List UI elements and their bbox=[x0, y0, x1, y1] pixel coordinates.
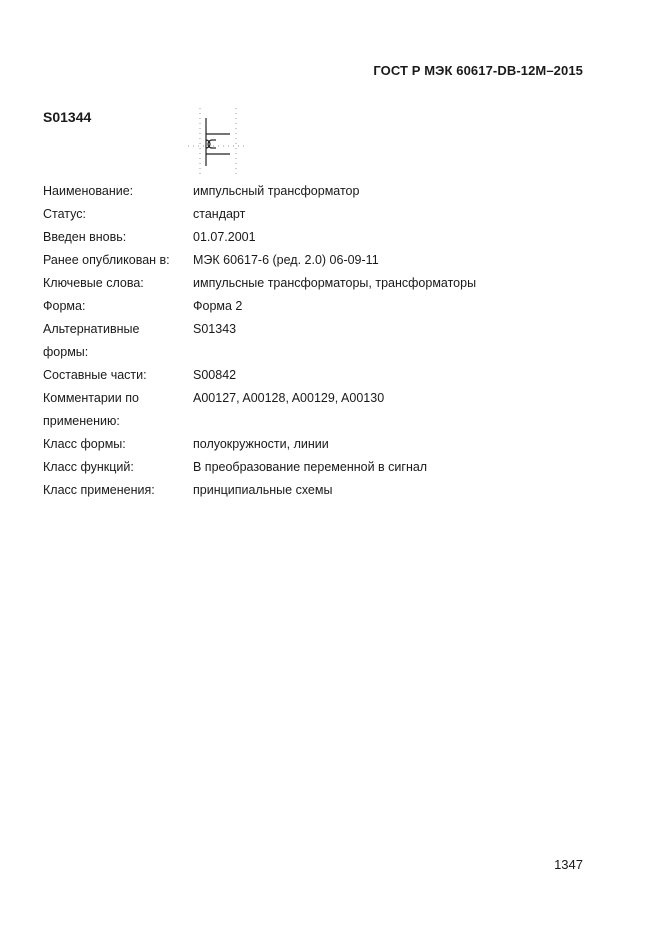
property-value: S00842 bbox=[193, 368, 237, 382]
property-label: Форма: bbox=[43, 299, 86, 313]
property-label: Класс функций: bbox=[43, 460, 134, 474]
property-value: 01.07.2001 bbox=[193, 230, 256, 244]
property-label: Ключевые слова: bbox=[43, 276, 144, 290]
property-row bbox=[43, 364, 603, 387]
property-label: Введен вновь: bbox=[43, 230, 127, 244]
property-row bbox=[43, 341, 603, 364]
property-row bbox=[43, 387, 603, 410]
property-label: Статус: bbox=[43, 207, 86, 221]
property-row bbox=[43, 410, 603, 433]
property-value: стандарт bbox=[193, 207, 246, 221]
property-label: формы: bbox=[43, 345, 89, 359]
property-label: Класс формы: bbox=[43, 437, 126, 451]
symbol-properties bbox=[43, 180, 603, 502]
pulse-transformer-symbol-icon bbox=[186, 106, 246, 176]
property-row bbox=[43, 456, 603, 479]
property-value: A00127, A00128, A00129, A00130 bbox=[193, 391, 385, 405]
property-value: S01343 bbox=[193, 322, 237, 336]
property-row bbox=[43, 479, 603, 502]
symbol-code: S01344 bbox=[43, 109, 92, 125]
property-value: МЭК 60617-6 (ред. 2.0) 06-09-11 bbox=[193, 253, 379, 267]
property-row bbox=[43, 180, 603, 203]
property-value: принципиальные схемы bbox=[193, 483, 333, 497]
property-row bbox=[43, 226, 603, 249]
property-value: полуокружности, линии bbox=[193, 437, 329, 451]
property-value: В преобразование переменной в сигнал bbox=[193, 460, 428, 474]
property-label: Ранее опубликован в: bbox=[43, 253, 170, 267]
property-value: импульсные трансформаторы, трансформаторы bbox=[193, 276, 477, 290]
property-label: Комментарии по bbox=[43, 391, 139, 405]
property-row bbox=[43, 318, 603, 341]
property-row bbox=[43, 249, 603, 272]
property-label: Класс применения: bbox=[43, 483, 155, 497]
property-value: Форма 2 bbox=[193, 299, 243, 313]
property-label: Альтернативные bbox=[43, 322, 140, 336]
property-value bbox=[193, 341, 603, 364]
property-row bbox=[43, 295, 603, 318]
document-standard-header: ГОСТ Р МЭК 60617-DB-12M–2015 bbox=[373, 63, 583, 78]
property-row bbox=[43, 272, 603, 295]
property-row bbox=[43, 433, 603, 456]
property-label: Наименование: bbox=[43, 184, 134, 198]
property-value bbox=[193, 410, 603, 433]
property-value: импульсный трансформатор bbox=[193, 184, 360, 198]
property-row bbox=[43, 203, 603, 226]
property-label: Составные части: bbox=[43, 368, 147, 382]
page-number: 1347 bbox=[554, 857, 583, 872]
property-label: применению: bbox=[43, 414, 120, 428]
